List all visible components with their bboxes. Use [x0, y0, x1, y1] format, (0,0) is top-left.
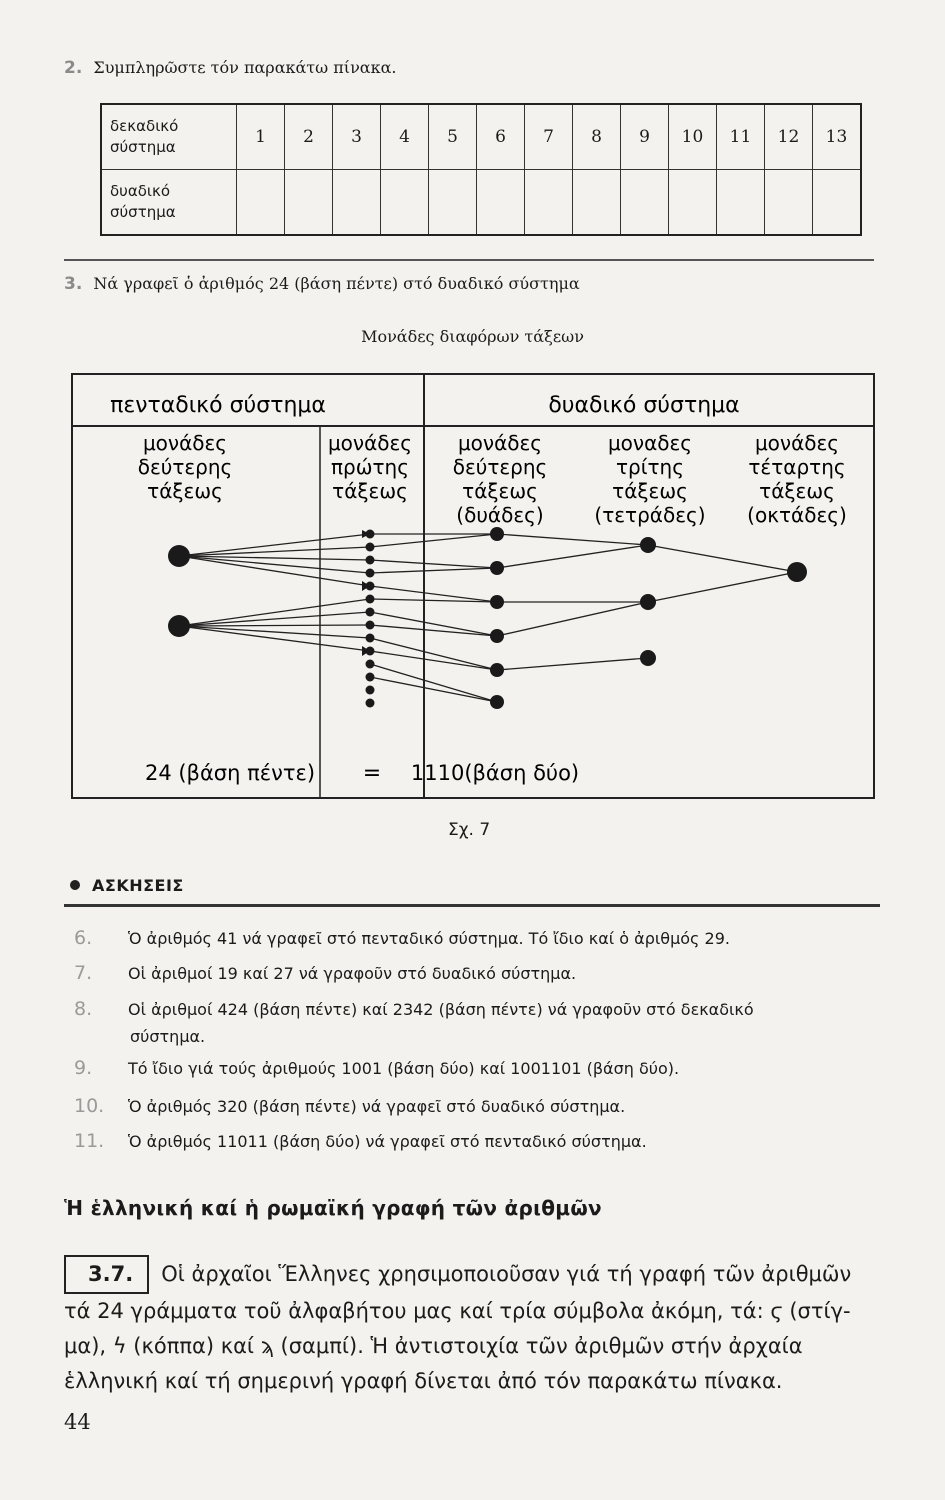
empty-cell[interactable]	[237, 170, 285, 236]
col1-line1: μονάδες	[142, 431, 228, 455]
section-title: Ἡ ἑλληνική καί ἡ ρωμαϊκή γραφή τῶν ἀριθμῶν	[64, 1196, 602, 1220]
big-dot	[168, 615, 190, 637]
col2-line3: τάξεως	[332, 479, 408, 503]
bullet-icon	[70, 880, 80, 890]
paragraph-line: Οἱ ἀρχαῖοι Ἕλληνες χρησιμοποιοῦσαν γιά τή γραφή τῶν ἀριθμῶν	[161, 1262, 852, 1286]
connector	[370, 677, 497, 702]
connector	[370, 664, 497, 702]
exercise-item	[74, 960, 889, 987]
header-quinary: πενταδικό σύστημα	[110, 393, 326, 418]
empty-cell[interactable]	[381, 170, 429, 236]
empty-cell[interactable]	[333, 170, 381, 236]
exercise-item	[74, 1128, 889, 1155]
row-header-binary: δυαδικό σύστημα	[101, 170, 237, 236]
exercise-item	[74, 996, 889, 1050]
small-dot	[366, 543, 375, 552]
empty-cell[interactable]	[669, 170, 717, 236]
conversion-table	[100, 103, 862, 236]
connector	[497, 658, 648, 670]
col5-line3: τάξεως	[759, 479, 835, 503]
table-cell: 3	[333, 104, 381, 170]
empty-cell[interactable]	[429, 170, 477, 236]
connector	[648, 572, 797, 602]
empty-cell[interactable]	[813, 170, 862, 236]
table-cell: 8	[573, 104, 621, 170]
exercise-number: 10.	[74, 1095, 105, 1117]
exercise-text-continued: σύστημα.	[130, 1027, 206, 1046]
exercise-item	[74, 1093, 889, 1120]
exercise-number: 9.	[74, 1057, 93, 1079]
exercise-number: 8.	[74, 998, 93, 1020]
empty-cell[interactable]	[525, 170, 573, 236]
table-row-binary	[101, 170, 861, 236]
exercise-number: 11.	[74, 1130, 105, 1152]
connector	[179, 626, 370, 651]
small-dot	[366, 608, 375, 617]
diagram-caption: Μονάδες διαφόρων τάξεων	[361, 327, 584, 346]
equals-sign: =	[362, 761, 382, 786]
table-cell: 7	[525, 104, 573, 170]
col4-line3: τάξεως	[612, 479, 688, 503]
first-order-dots	[366, 530, 375, 708]
col2-line2: πρώτης	[331, 455, 409, 479]
fours-dot	[640, 594, 656, 610]
section-3-7-paragraph	[64, 1255, 884, 1399]
exercise-text: Οἱ ἀριθμοί 19 καί 27 νά γραφοῦν στό δυαδικό σύστημα.	[128, 964, 577, 983]
page-number: 44	[64, 1410, 91, 1434]
col4-line4: (τετράδες)	[594, 503, 706, 527]
connector	[497, 545, 648, 568]
twos-dot	[490, 663, 504, 677]
table-cell: 5	[429, 104, 477, 170]
small-dot	[366, 621, 375, 630]
connector	[179, 547, 370, 556]
col3-line4: (δυάδες)	[456, 503, 544, 527]
column-labels	[138, 431, 847, 527]
fours-dot	[640, 537, 656, 553]
col2-line1: μονάδες	[327, 431, 413, 455]
base-conversion-diagram	[70, 372, 876, 802]
empty-cell[interactable]	[765, 170, 813, 236]
small-dot	[366, 699, 375, 708]
paragraph-line: τά 24 γράμματα τοῦ ἀλφαβήτου μας καί τρία σύμβολα ἀκόμη, τά: ϛ (στίγ-	[64, 1299, 851, 1323]
quinary-value: 24 (βάση πέντε)	[144, 761, 316, 785]
col5-line2: τέταρτης	[748, 455, 846, 479]
twos-dot	[490, 561, 504, 575]
connector	[370, 534, 497, 547]
connector	[497, 534, 648, 545]
connector	[179, 612, 370, 626]
connector	[370, 568, 497, 573]
fours-dot	[640, 650, 656, 666]
exercise-2	[64, 58, 397, 78]
connector	[370, 612, 497, 636]
table-cell: 1	[237, 104, 285, 170]
small-dot	[366, 660, 375, 669]
table-row-decimal	[101, 104, 861, 170]
table-cell: 9	[621, 104, 669, 170]
twos-dot	[490, 695, 504, 709]
exercise-3	[64, 274, 580, 294]
big-dot	[168, 545, 190, 567]
quinary-second-order-dots	[168, 545, 190, 637]
connector	[648, 545, 797, 572]
col3-line3: τάξεως	[462, 479, 538, 503]
exercise-text: Ὁ ἀριθμός 11011 (βάση δύο) νά γραφεῖ στό πενταδικό σύστημα.	[128, 1132, 647, 1151]
table-cell: 2	[285, 104, 333, 170]
exercise-number: 2.	[64, 58, 83, 78]
table-cell: 11	[717, 104, 765, 170]
exercise-number: 6.	[74, 927, 93, 949]
exercise-text: Τό ἴδιο γιά τούς ἀριθμούς 1001 (βάση δύο) καί 1001101 (βάση δύο).	[128, 1059, 680, 1078]
small-dot	[366, 634, 375, 643]
exercise-item	[74, 1055, 889, 1082]
section-number: 3.7.	[64, 1255, 149, 1294]
col4-line2: τρίτης	[616, 455, 684, 479]
twos-dot	[490, 527, 504, 541]
divider	[64, 904, 880, 907]
connector	[179, 534, 370, 556]
empty-cell[interactable]	[573, 170, 621, 236]
table-cell: 6	[477, 104, 525, 170]
table-cell: 13	[813, 104, 862, 170]
divider	[64, 259, 874, 261]
binary-value: 1110(βάση δύο)	[410, 761, 580, 785]
connector	[370, 625, 497, 636]
connector	[179, 626, 370, 638]
exercise-text: Ὁ ἀριθμός 41 νά γραφεῖ στό πενταδικό σύστημα. Τό ἴδιο καί ὁ ἀριθμός 29.	[128, 929, 730, 948]
empty-cell[interactable]	[285, 170, 333, 236]
small-dot	[366, 556, 375, 565]
exercise-text: Οἱ ἀριθμοί 424 (βάση πέντε) καί 2342 (βάση πέντε) νά γραφοῦν στό δεκαδικό	[128, 1000, 754, 1019]
col3-line2: δεύτερης	[452, 455, 548, 479]
connector-lines	[179, 534, 797, 702]
col1-line3: τάξεως	[147, 479, 223, 503]
table-cell: 10	[669, 104, 717, 170]
exercise-text: Συμπληρῶστε τόν παρακάτω πίνακα.	[93, 58, 397, 77]
table-cell: 12	[765, 104, 813, 170]
row-header-decimal: δεκαδικό σύστημα	[101, 104, 237, 170]
exercise-item	[74, 925, 889, 952]
empty-cell[interactable]	[717, 170, 765, 236]
paragraph-line: ἑλληνική καί τή σημερινή γραφή δίνεται ἀπό τόν παρακάτω πίνακα.	[64, 1369, 783, 1393]
paragraph-line: μα), ϟ (κόππα) καί ϡ (σαμπί). Ἡ ἀντιστοιχία τῶν ἀριθμῶν στήν ἀρχαία	[64, 1334, 803, 1358]
header-binary: δυαδικό σύστημα	[548, 393, 740, 418]
twos-dot	[490, 629, 504, 643]
connector	[370, 560, 497, 568]
empty-cell[interactable]	[621, 170, 669, 236]
small-dot	[366, 595, 375, 604]
twos-dot	[490, 595, 504, 609]
connector	[497, 602, 648, 636]
exercise-number: 7.	[74, 962, 93, 984]
exercises-heading: ΑΣΚΗΣΕΙΣ	[70, 876, 184, 895]
col1-line2: δεύτερης	[137, 455, 233, 479]
exercise-text: Νά γραφεῖ ὁ ἀριθμός 24 (βάση πέντε) στό δυαδικό σύστημα	[93, 274, 580, 293]
small-dot	[366, 569, 375, 578]
col5-line1: μονάδες	[754, 431, 840, 455]
table-cell: 4	[381, 104, 429, 170]
small-dot	[366, 673, 375, 682]
exercise-number: 3.	[64, 274, 83, 294]
figure-label: Σχ. 7	[448, 820, 491, 840]
connector	[179, 625, 370, 626]
binary-dots	[490, 527, 807, 709]
eights-dot	[787, 562, 807, 582]
exercise-text: Ὁ ἀριθμός 320 (βάση πέντε) νά γραφεῖ στό δυαδικό σύστημα.	[128, 1097, 626, 1116]
empty-cell[interactable]	[477, 170, 525, 236]
connector	[179, 599, 370, 626]
col3-line1: μονάδες	[457, 431, 543, 455]
col4-line1: μοναδες	[607, 431, 693, 455]
col5-line4: (οκτάδες)	[747, 503, 847, 527]
small-dot	[366, 686, 375, 695]
